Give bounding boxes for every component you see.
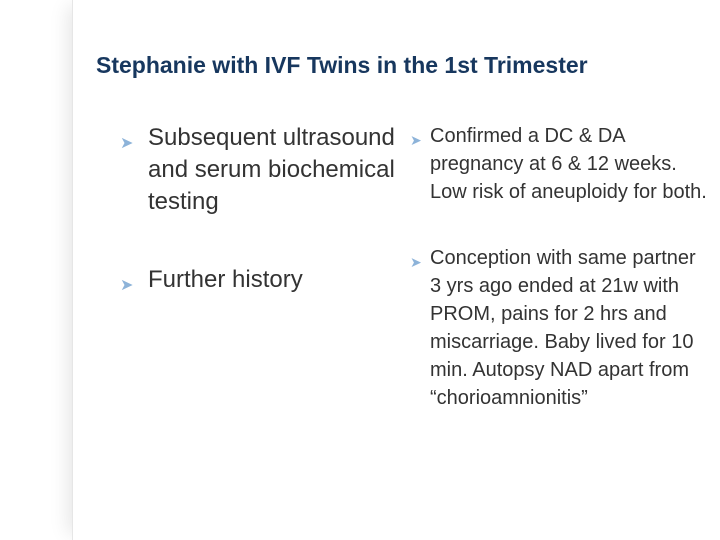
pointer-arrow-icon: ➤ <box>120 135 134 152</box>
bullet-text: Further history <box>148 266 303 293</box>
bullet-text: Subsequent ultrasound and serum biochemical testing <box>148 124 395 215</box>
pointer-arrow-icon: ➤ <box>410 254 422 270</box>
bullet-text: Confirmed a DC & DA pregnancy at 6 & 12 weeks. Low risk of aneuploidy for both. <box>430 125 707 203</box>
bullet-text: Conception with same partner 3 yrs ago ended at 21w with PROM, pains for 2 hrs and miscarriage. Baby lived for 10 min. Autopsy NAD apart from “chorioamnionitis” <box>430 247 696 409</box>
list-item <box>410 122 710 206</box>
list-item <box>120 122 395 218</box>
left-column <box>120 122 395 296</box>
list-item <box>410 244 710 412</box>
pointer-arrow-icon: ➤ <box>120 277 134 294</box>
slide-title: Stephanie with IVF Twins in the 1st Trimester <box>96 52 588 78</box>
pointer-arrow-icon: ➤ <box>410 132 422 148</box>
list-item <box>120 264 395 296</box>
right-column <box>410 122 710 412</box>
